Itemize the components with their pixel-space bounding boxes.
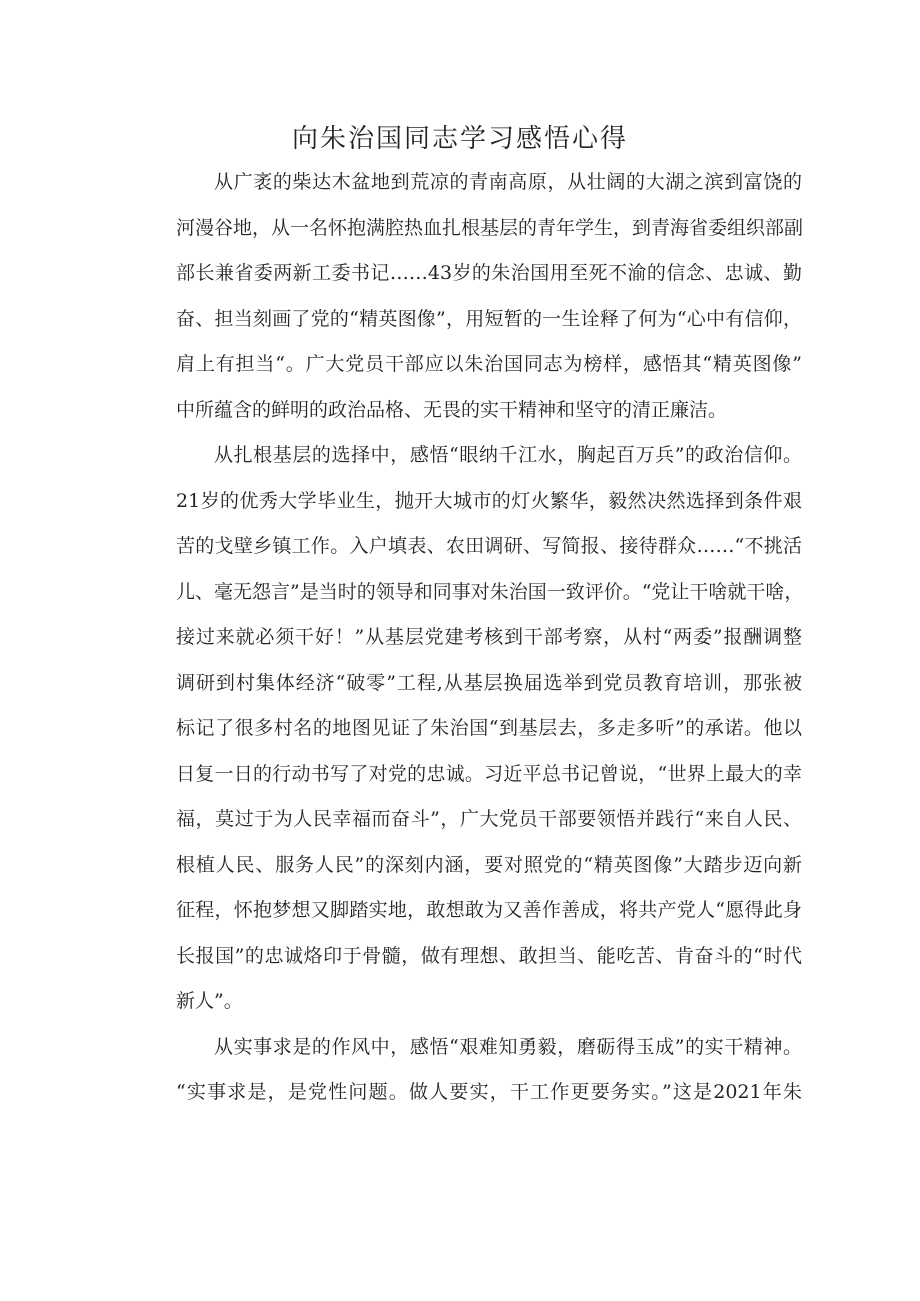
text-line: 肩上有担当“。广大党员干部应以朱治国同志为榜样，感悟其“精英图像”: [176, 353, 802, 375]
text-line: 日复一日的行动书写了对党的忠诚。习近平总书记曾说，“世界上最大的幸: [176, 762, 802, 785]
paragraph-2: [138, 433, 802, 1025]
text-line: 21岁的优秀大学毕业生，抛开大城市的灯火繁华，毅然决然选择到条件艰: [176, 489, 802, 512]
text-line: 标记了很多村名的地图见证了朱治国“到基层去，多走多听”的承诺。他以: [176, 717, 802, 739]
text-line: 从扎根基层的选择中，感悟“眼纳千江水，胸起百万兵”的政治信仰。: [214, 444, 802, 466]
text-line: 苦的戈壁乡镇工作。入户填表、农田调研、写简报、接待群众……“不挑活: [176, 535, 802, 557]
text-line: 中所蕴含的鲜明的政治品格、无畏的实干精神和坚守的清正廉洁。: [176, 398, 728, 421]
text-line: 调研到村集体经济“破零”工程,从基层换届选举到党员教育培训，那张被: [176, 671, 802, 694]
text-line: 长报国”的忠诚烙印于骨髓，做有理想、敢担当、能吃苦、肯奋斗的“时代: [176, 944, 802, 967]
text-line: 根植人民、服务人民”的深刻内涵，要对照党的“精英图像”大踏步迈向新: [176, 853, 802, 876]
text-line: 从实事求是的作风中，感悟“艰难知勇毅，磨砺得玉成”的实干精神。: [214, 1035, 802, 1058]
document-title: 向朱治国同志学习感悟心得: [291, 124, 628, 154]
text-line: 新人”。: [176, 990, 243, 1012]
text-line: 福，莫过于为人民幸福而奋斗”，广大党员干部要领悟并践行“来自人民、: [176, 808, 802, 830]
text-line: 河漫谷地，从一名怀抱满腔热血扎根基层的青年学生，到青海省委组织部副: [176, 216, 804, 239]
text-line: 征程，怀抱梦想又脚踏实地，敢想敢为又善作善成，将共产党人“愿得此身: [176, 899, 802, 921]
document-body: [138, 160, 802, 1116]
text-line: 从广袤的柴达木盆地到荒凉的青南高原，从壮阔的大湖之滨到富饶的: [214, 171, 802, 193]
paragraph-1: [138, 160, 802, 433]
text-line: “实事求是，是党性问题。做人要实，干工作更要务实。”这是2021年朱: [176, 1081, 802, 1103]
text-line: 儿、毫无怨言”是当时的领导和同事对朱治国一致评价。“党让干啥就干啥，: [176, 580, 804, 603]
text-line: 部长兼省委两新工委书记……43岁的朱治国用至死不渝的信念、忠诚、勤: [176, 262, 802, 284]
text-line: 奋、担当刻画了党的“精英图像”，用短暂的一生诠释了何为“心中有信仰，: [176, 307, 802, 330]
text-line: 接过来就必须干好！”从基层党建考核到干部考察，从村“两委”报酬调整: [176, 626, 802, 648]
paragraph-3: [138, 1025, 802, 1116]
